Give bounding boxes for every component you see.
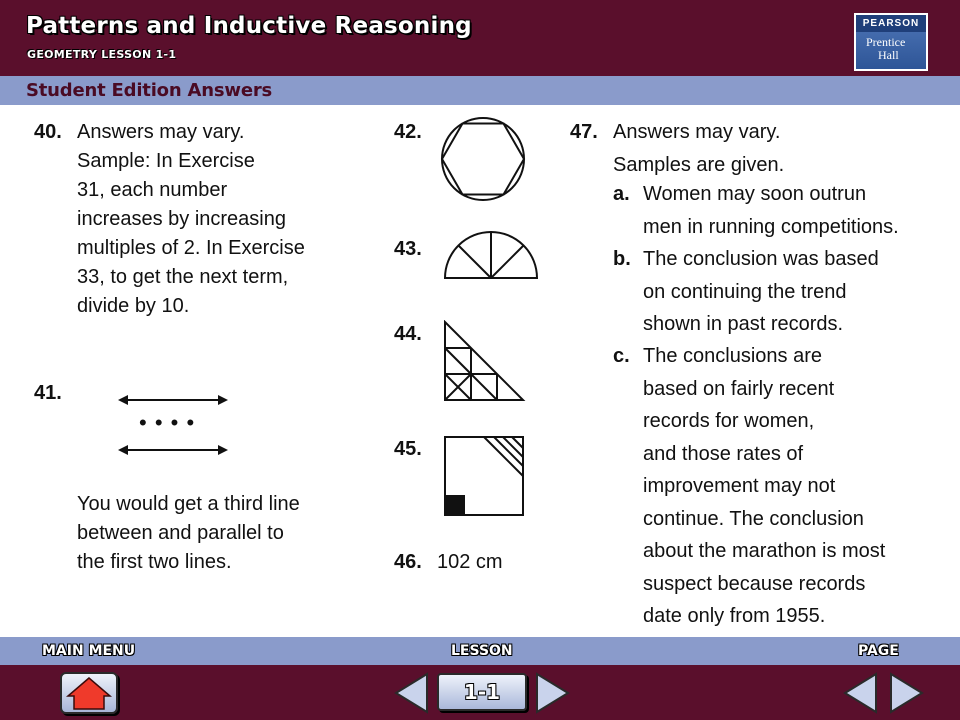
text-line: and those rates of xyxy=(643,442,804,465)
answer-47c-label: c. xyxy=(613,345,630,367)
pearson-logo xyxy=(854,13,928,71)
header-bar xyxy=(0,0,960,76)
triangle-left-icon xyxy=(393,672,429,714)
lesson-next-button[interactable] xyxy=(535,672,571,714)
answer-47c-text xyxy=(643,340,885,633)
logo-line2: Hall xyxy=(878,48,899,62)
answer-46-number: 46. xyxy=(394,551,422,573)
text-line: between and parallel to xyxy=(77,522,284,544)
answer-45-number: 45. xyxy=(394,438,422,460)
text-line: 31, each number xyxy=(77,179,228,201)
text-line: on continuing the trend xyxy=(643,280,847,303)
dots-row: • • • • xyxy=(139,410,196,435)
triangle-right-icon xyxy=(889,672,925,714)
home-icon xyxy=(62,674,116,712)
text-line: date only from 1955. xyxy=(643,605,826,627)
answer-44-number: 44. xyxy=(394,323,422,345)
section-label: Student Edition Answers xyxy=(26,80,273,101)
text-line: Answers may vary. xyxy=(613,121,781,143)
text-line: The conclusion was based xyxy=(643,248,879,270)
text-line: the first two lines. xyxy=(77,551,232,573)
text-line: about the marathon is most xyxy=(643,540,886,562)
answer-42-number: 42. xyxy=(394,121,422,143)
text-line: multiples of 2. In Exercise xyxy=(77,237,305,259)
page-title: Patterns and Inductive Reasoning xyxy=(26,13,472,39)
triangle-left-icon xyxy=(842,672,878,714)
section-band xyxy=(0,76,960,105)
page-label: PAGE xyxy=(858,643,899,659)
answer-47a-label: a. xyxy=(613,183,630,205)
answer-41-number: 41. xyxy=(34,382,62,404)
logo-brand: PEARSON xyxy=(856,15,926,32)
text-line: Sample: In Exercise xyxy=(77,150,255,172)
text-line: men in running competitions. xyxy=(643,215,899,238)
main-menu-home-button[interactable] xyxy=(60,672,118,714)
text-line: based on fairly recent xyxy=(643,377,835,400)
answer-40-number: 40. xyxy=(34,121,62,143)
text-line: continue. The conclusion xyxy=(643,507,864,530)
text-line: Samples are given. xyxy=(613,153,785,176)
answer-47b-label: b. xyxy=(613,248,631,270)
text-line: Women may soon outrun xyxy=(643,183,867,205)
answers-content xyxy=(0,105,960,637)
text-line: The conclusions are xyxy=(643,345,822,367)
lesson-previous-button[interactable] xyxy=(393,672,429,714)
triangle-grid-figure xyxy=(443,320,527,402)
main-menu-label: MAIN MENU xyxy=(42,643,136,659)
text-line: shown in past records. xyxy=(643,313,844,335)
answer-47-intro xyxy=(613,116,784,181)
answer-41-text xyxy=(77,490,300,577)
footer-band xyxy=(0,637,960,665)
page-previous-button[interactable] xyxy=(842,672,878,714)
text-line: records for women, xyxy=(643,410,815,432)
lesson-subtitle: GEOMETRY LESSON 1-1 xyxy=(27,48,177,61)
answer-47-number: 47. xyxy=(570,121,598,143)
text-line: You would get a third line xyxy=(77,493,300,515)
answer-40-text xyxy=(77,118,305,321)
lesson-label: LESSON xyxy=(451,643,513,659)
answer-47a-text xyxy=(643,178,899,243)
answer-47b-text xyxy=(643,243,879,341)
text-line: increases by increasing xyxy=(77,208,286,230)
page-next-button[interactable] xyxy=(889,672,925,714)
text-line: divide by 10. xyxy=(77,295,190,317)
text-line: 33, to get the next term, xyxy=(77,266,289,288)
square-pattern-figure xyxy=(443,435,525,517)
lesson-number-button[interactable]: 1-1 xyxy=(437,673,527,711)
semicircle-figure xyxy=(443,228,539,280)
text-line: Answers may vary. xyxy=(77,121,245,143)
answer-43-number: 43. xyxy=(394,238,422,260)
triangle-right-icon xyxy=(535,672,571,714)
answer-46-text: 102 cm xyxy=(437,551,503,573)
text-line: improvement may not xyxy=(643,475,836,497)
text-line: suspect because records xyxy=(643,572,866,595)
hexagon-in-circle-figure xyxy=(439,115,527,203)
logo-line1: Prentice xyxy=(866,35,906,49)
